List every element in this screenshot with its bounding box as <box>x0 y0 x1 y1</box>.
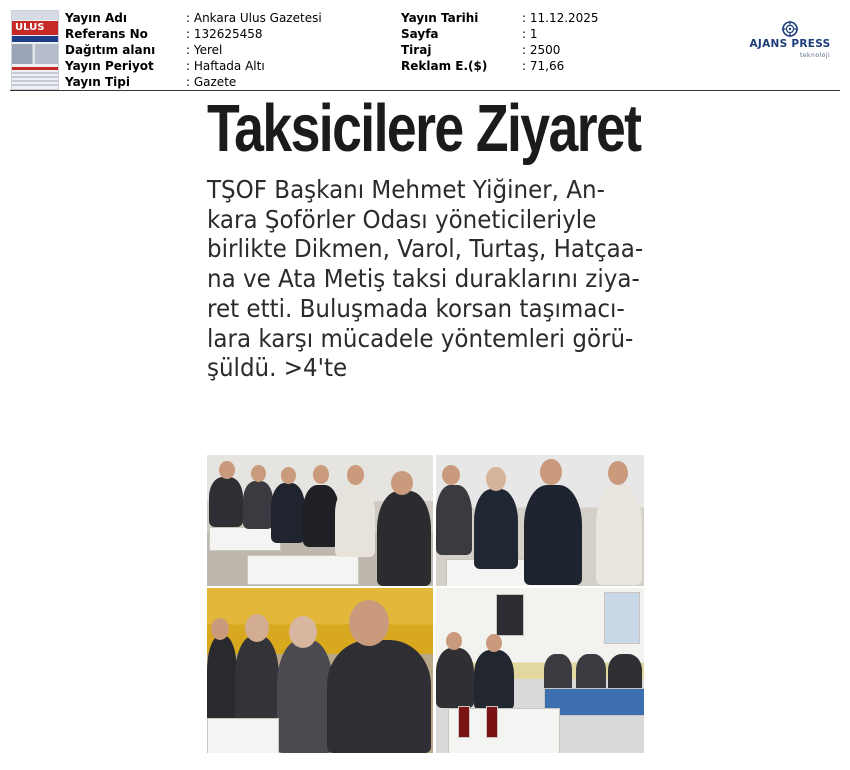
body-line: TŞOF Başkanı Mehmet Yiğiner, An- <box>207 175 605 204</box>
photo-person <box>207 636 237 726</box>
photo-person-head <box>219 461 235 479</box>
thumbnail-divider <box>12 67 58 70</box>
photo-person-head <box>349 600 389 646</box>
photo-person-head <box>245 614 269 642</box>
photo-person <box>277 640 333 753</box>
meta-label-date: Yayın Tarihi <box>401 11 479 25</box>
body-line: na ve Ata Metiş taksi duraklarını ziya- <box>207 264 640 294</box>
photo-person <box>436 648 474 708</box>
meta-value-page: : 1 <box>522 27 538 41</box>
photo-bottle <box>486 706 498 738</box>
thumbnail-photo <box>12 44 58 64</box>
article-photo-bottom-left <box>207 588 433 753</box>
photo-table <box>247 555 359 585</box>
meta-label-publication: Yayın Adı <box>65 11 127 25</box>
meta-label-ad-equivalent: Reklam E.($) <box>401 59 488 73</box>
body-line: şüldü. >4'te <box>207 353 348 383</box>
newspaper-thumbnail[interactable] <box>11 10 59 90</box>
photo-person <box>377 491 431 586</box>
photo-person <box>243 481 273 529</box>
photo-person-head <box>442 465 460 485</box>
photo-person-head <box>281 467 296 484</box>
meta-value-publication: : Ankara Ulus Gazetesi <box>186 11 322 25</box>
photo-person <box>327 640 431 753</box>
meta-value-period: : Haftada Altı <box>186 59 265 73</box>
meta-value-ad-equivalent: : 71,66 <box>522 59 565 73</box>
photo-person-head <box>251 465 266 482</box>
photo-person-head <box>289 616 317 648</box>
meta-label-type: Yayın Tipi <box>65 75 130 89</box>
logo-subtitle: teknoloji <box>800 52 831 59</box>
photo-person-head <box>391 471 413 495</box>
body-line: lara karşı mücadele yöntemleri görü- <box>207 323 634 353</box>
ajans-press-logo <box>742 20 838 62</box>
article-photo-top-left <box>207 455 433 586</box>
photo-person-head <box>608 461 628 485</box>
photo-person <box>303 485 339 547</box>
body-line: ret etti. Buluşmada korsan taşımacı- <box>207 293 625 323</box>
photo-person <box>474 489 518 569</box>
meta-value-type: : Gazete <box>186 75 237 89</box>
body-line: birlikte Dikmen, Varol, Turtaş, Hatçaa- <box>207 234 644 264</box>
article-headline <box>207 92 647 166</box>
photo-bottle <box>458 706 470 738</box>
meta-value-date: : 11.12.2025 <box>522 11 599 25</box>
photo-person <box>524 485 582 585</box>
photo-person-head <box>446 632 462 650</box>
article-body <box>207 175 652 383</box>
article-photo-top-right <box>436 455 644 586</box>
meta-label-period: Yayın Periyot <box>65 59 154 73</box>
photo-table <box>207 718 279 753</box>
photo-person <box>436 485 472 555</box>
body-line: kara Şoförler Odası yöneticileriyle <box>207 204 597 234</box>
photo-person <box>271 483 305 543</box>
photo-person-head <box>313 465 329 484</box>
photo-person <box>596 485 642 585</box>
photo-tv <box>496 594 524 636</box>
thumbnail-masthead-text: ULUS <box>15 22 45 33</box>
meta-label-reference: Referans No <box>65 27 148 41</box>
meta-value-distribution: : Yerel <box>186 43 223 57</box>
headline-text: Taksicilere Ziyaret <box>207 92 641 166</box>
thumbnail-masthead <box>12 21 58 35</box>
logo-name: AJANS PRESS <box>749 38 831 50</box>
photo-person-head <box>211 618 229 640</box>
photo-person <box>209 477 243 527</box>
thumbnail-subband <box>12 36 58 42</box>
meta-label-page: Sayfa <box>401 27 439 41</box>
photo-person-head <box>486 467 506 491</box>
thumbnail-top-band <box>12 11 58 20</box>
photo-window <box>604 592 640 644</box>
article-photo-bottom-right <box>436 588 644 753</box>
photo-person-head <box>540 459 562 485</box>
photo-person <box>474 650 514 710</box>
photo-person-head <box>347 465 364 485</box>
thumbnail-text-block <box>12 72 58 88</box>
clipping-header <box>0 0 850 92</box>
compass-icon <box>781 20 799 38</box>
photo-person-head <box>486 634 502 652</box>
meta-label-distribution: Dağıtım alanı <box>65 43 156 57</box>
header-divider <box>10 90 840 91</box>
meta-value-circulation: : 2500 <box>522 43 561 57</box>
meta-label-circulation: Tiraj <box>401 43 432 57</box>
photo-person <box>335 485 375 557</box>
meta-value-reference: : 132625458 <box>186 27 263 41</box>
